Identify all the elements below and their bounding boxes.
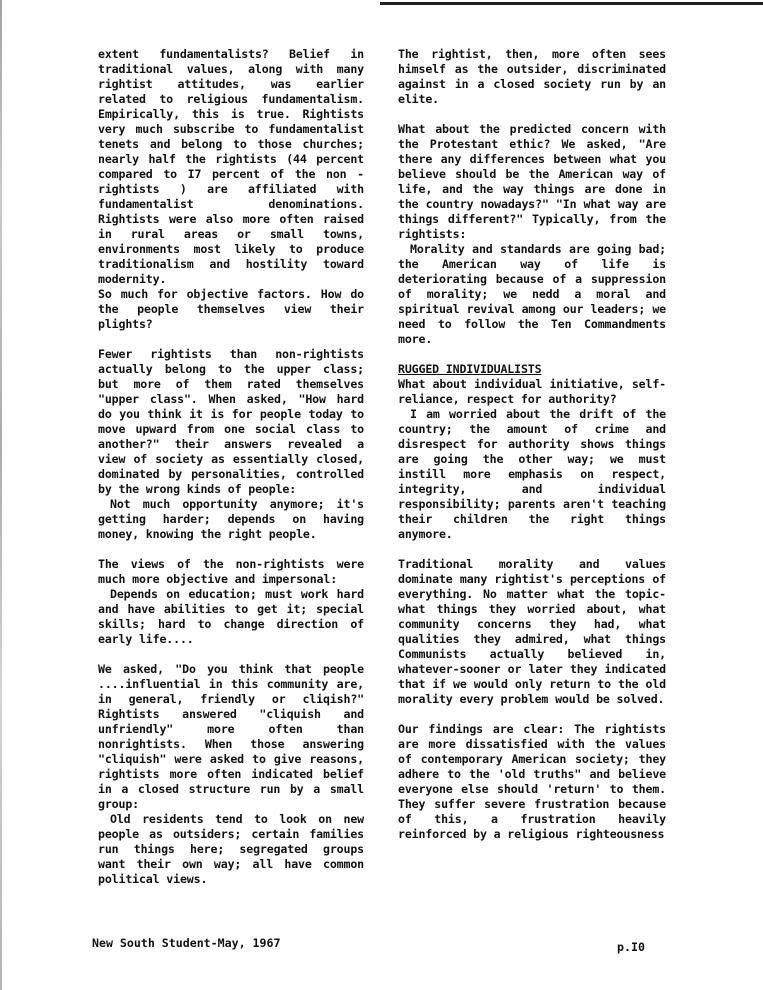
paragraph: What about individual initiative, self-reliance, respect for authority? — [398, 377, 666, 406]
paragraph: Traditional morality and values dominate many rightist's perceptions of everything. No matter what the topic-what things they worried about, what community concerns they had, what qualities they admired, what things Communists actually believed in, whatever-sooner or later they indicated that if we would only return to the old morality every problem would be solved. — [398, 557, 666, 706]
quote-paragraph: Old residents tend to look on new people as outsiders; certain families run things here; segregated groups want their own way; all have common political views. — [98, 812, 364, 886]
paragraph: So much for objective factors. How do the people themselves view their plights? — [98, 287, 364, 331]
paragraph-gap — [398, 707, 666, 722]
quote-paragraph: Not much opportunity anymore; it's getting harder; depends on having money, knowing the right people. — [98, 497, 364, 541]
left-column — [98, 47, 364, 887]
paragraph: What about the predicted concern with the Protestant ethic? We asked, "Are there any differences between what you believe should be the American way of life, and the way things are done in the country nowadays?" "In what way are things different?" Typically, from the rightists: — [398, 122, 666, 241]
paragraph: We asked, "Do you think that people ....influential in this community are, in general, friendly or cliqish?" Rightists answered "cliquish and unfriendly" more often than nonrightists. When those answering "cliquish" were asked to give reasons, rightists more often indicated belief in a closed structure run by a small group: — [98, 662, 364, 811]
quote-paragraph: Depends on education; must work hard and have abilities to get it; special skills; hard to change direction of early life.... — [98, 587, 364, 646]
paragraph-gap — [398, 107, 666, 122]
quote-paragraph: I am worried about the drift of the country; the amount of crime and disrespect for authority shows things are going the other way; we must instill more emphasis on respect, integrity, and individual responsibility; parents aren't teaching their children the right things anymore. — [398, 407, 666, 541]
paragraph: The rightist, then, more often sees himself as the outsider, discriminated against in a closed society run by an elite. — [398, 47, 666, 106]
section-heading: RUGGED INDIVIDUALISTS — [398, 362, 542, 376]
paragraph-gap — [398, 542, 666, 557]
paragraph: Fewer rightists than non-rightists actually belong to the upper class; but more of them rated themselves "upper class". When asked, "How hard do you think it is for people today to move upward from one social class to another?" their answers revealed a view of society as essentially closed, dominated by personalities, controlled by the wrong kinds of people: — [98, 347, 364, 496]
publication-footer: New South Student-May, 1967 — [92, 936, 281, 950]
quote-paragraph: Morality and standards are going bad; the American way of life is deteriorating because of a suppression of morality; we nedd a moral and spiritual revival among our leaders; we need to follow the Ten Commandments more. — [398, 242, 666, 346]
paragraph: The views of the non-rightists were much more objective and impersonal: — [98, 557, 364, 586]
scan-left-edge — [0, 0, 2, 990]
paragraph-gap — [398, 347, 666, 362]
paragraph: extent fundamentalists? Belief in traditional values, along with many rightist attitudes, was earlier related to religious fundamentalism. Empirically, this is true. Rightists very much subscribe to fundamentalist tenets and belong to those churches; nearly half the rightists (44 percent compared to I7 percent of the non - rightists ) are affiliated with fundamentalist denominations. Rightists were also more often raised in rural areas or small towns, environments most likely to produce traditionalism and hostility toward modernity. — [98, 47, 364, 286]
right-column — [398, 47, 666, 842]
top-rule — [380, 2, 763, 5]
paragraph-gap — [98, 332, 364, 347]
paragraph-gap — [98, 647, 364, 662]
paragraph: Our findings are clear: The rightists are more dissatisfied with the values of contemporary American society; they adhere to the 'old truths" and believe everyone else should 'return' to them. They suffer severe frustration because of this, a frustration heavily reinforced by a religious righteousness — [398, 722, 666, 841]
page-number: p.I0 — [617, 940, 645, 954]
paragraph-gap — [98, 542, 364, 557]
